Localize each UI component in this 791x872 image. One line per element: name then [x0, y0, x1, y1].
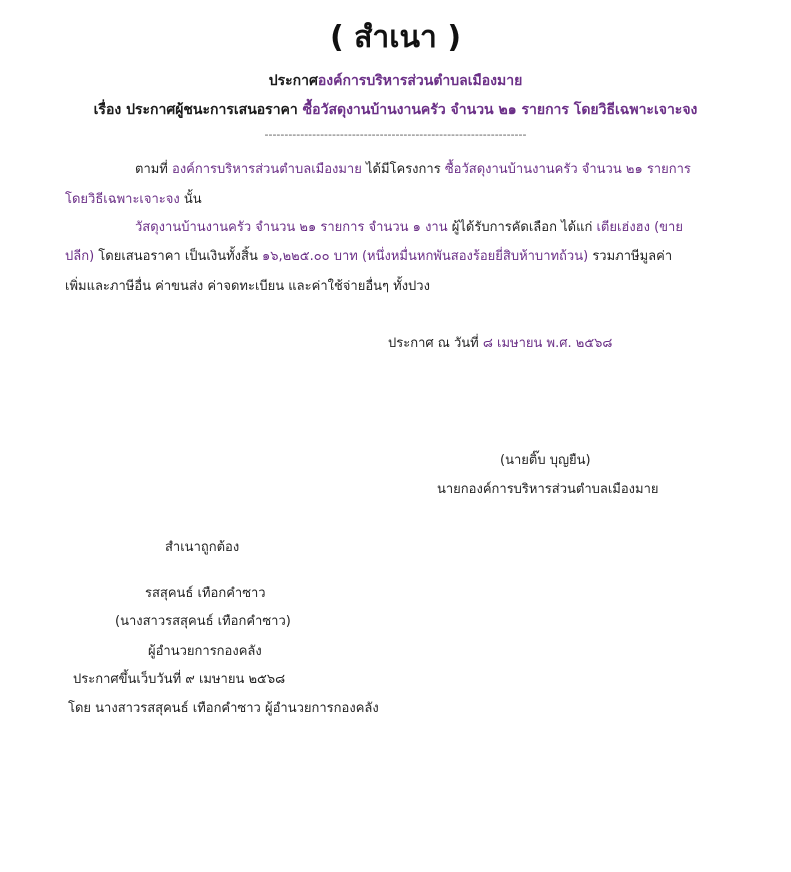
announcement-heading [0, 70, 791, 92]
web-posted-date: ประกาศขึ้นเว็บวันที่ ๙ เมษายน ๒๕๖๘ [73, 672, 286, 687]
p1-project: ซื้อวัสดุงานบ้านงานครัว จำนวน ๒๑ รายการ [444, 162, 691, 177]
divider-line: ------------------------------------------------------------------ [264, 128, 527, 141]
signer-name: (นายติ๊บ บุญยืน) [500, 453, 591, 468]
p1-suffix: นั้น [179, 192, 202, 207]
p1-mid: ได้มีโครงการ [361, 162, 445, 177]
p2-amount: ๑๖,๒๒๕.๐๐ บาท (หนึ่งหมื่นหกพันสองร้อยยี่สิบห้าบาทถ้วน) [261, 249, 589, 264]
paragraph2-line2 [65, 245, 672, 266]
p2-item: วัสดุงานบ้านงานครัว จำนวน ๒๑ รายการ จำนวน ๑ งาน [135, 220, 448, 235]
subject-prefix: เรื่อง ประกาศผู้ชนะการเสนอราคา [93, 102, 298, 118]
announce-prefix: ประกาศ ณ วันที่ [388, 336, 483, 351]
certifier-position: ผู้อำนวยการกองคลัง [148, 644, 262, 659]
paragraph1-line1 [135, 158, 691, 179]
p2-mid: ผู้ได้รับการคัดเลือก ได้แก่ [447, 220, 597, 235]
p1-org: องค์การบริหารส่วนตำบลเมืองมาย [172, 162, 362, 177]
posted-by: โดย นางสาวรสสุคนธ์ เทือกคำซาว ผู้อำนวยการกองคลัง [68, 701, 379, 716]
signer-position: นายกองค์การบริหารส่วนตำบลเมืองมาย [437, 482, 659, 497]
subject-text: ซื้อวัสดุงานบ้านงานครัว จำนวน ๒๑ รายการ โดยวิธีเฉพาะเจาะจง [297, 102, 698, 118]
copy-mark-title: ( สำเนา ) [329, 20, 462, 55]
heading-org: องค์การบริหารส่วนตำบลเมืองมาย [317, 73, 523, 89]
p1-prefix: ตามที่ [135, 162, 173, 177]
certified-copy-label: สำเนาถูกต้อง [165, 540, 240, 555]
announce-date-value: ๘ เมษายน พ.ศ. ๒๕๖๘ [482, 336, 613, 351]
paragraph1-line2 [65, 188, 202, 209]
paragraph2-line1 [135, 216, 683, 237]
subject-heading [0, 99, 791, 121]
announce-date [388, 332, 612, 353]
heading-prefix: ประกาศ [268, 73, 318, 89]
paragraph2-line3: เพิ่มและภาษีอื่น ค่าขนส่ง ค่าจดทะเบียน และค่าใช้จ่ายอื่นๆ ทั้งปวง [65, 279, 430, 294]
p2-vendor-cont: ปลีก) [65, 249, 95, 264]
p2-suffix: รวมภาษีมูลค่า [588, 249, 673, 264]
p1-method: โดยวิธีเฉพาะเจาะจง [65, 192, 180, 207]
certifier-signature: รสสุคนธ์ เทือกคำซาว [145, 586, 266, 601]
p2-text: โดยเสนอราคา เป็นเงินทั้งสิ้น [94, 249, 262, 264]
certifier-name: (นางสาวรสสุคนธ์ เทือกคำซาว) [115, 614, 291, 629]
p2-vendor: เตียเฮ่งฮง (ขาย [596, 220, 683, 235]
